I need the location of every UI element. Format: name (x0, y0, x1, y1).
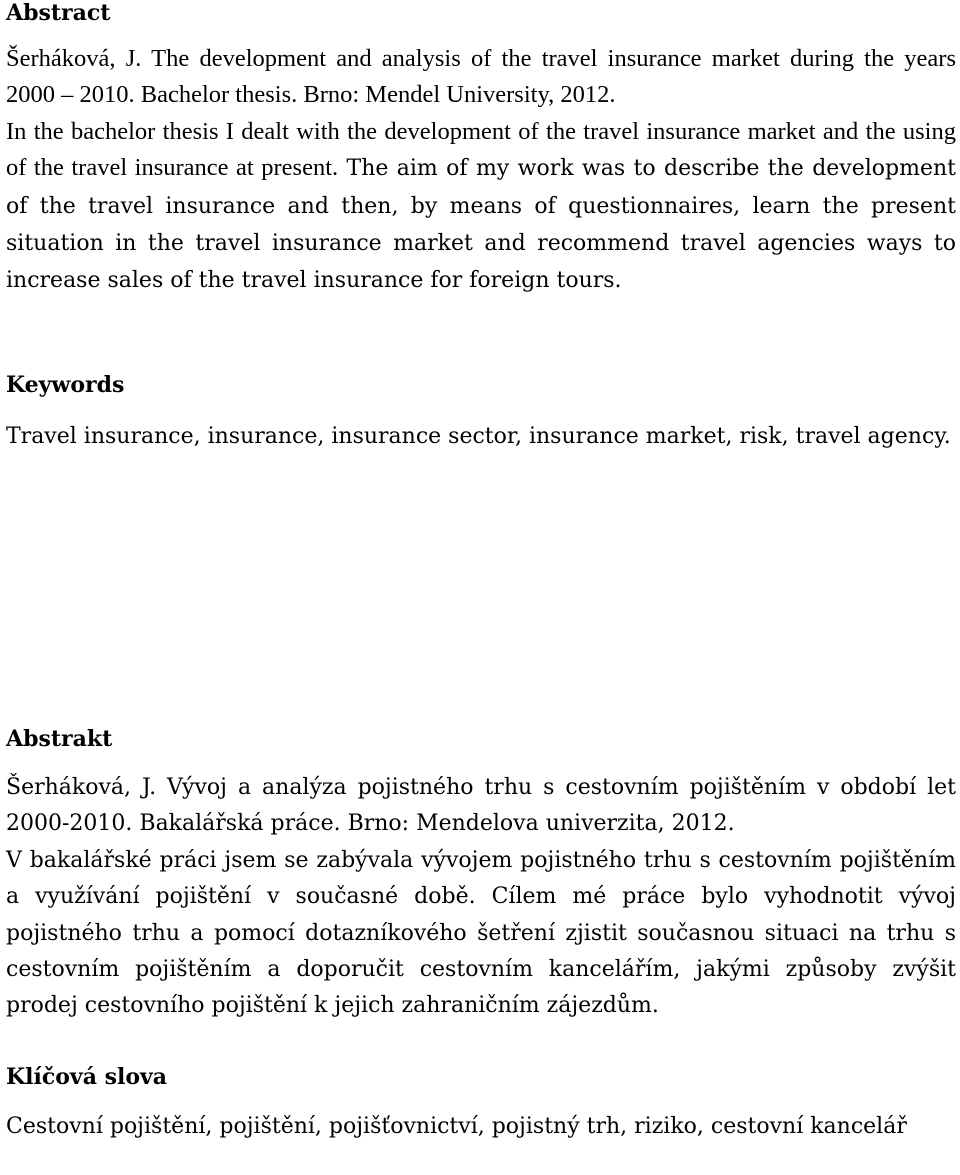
abstrakt-citation: Šerháková, J. Vývoj a analýza pojistného trhu s cestovním pojištěním v období let 2000-2010. Bakalářská práce. Brno: Mendelova univerzita, 2012. (6, 775, 956, 837)
abstract-body-part2: The aim of my work was to describe the development of the travel insurance and then, by means of questionnaires, learn the present situation in the travel insurance market and recommend travel agencies ways to increase sales of the travel insurance for foreign tours. (6, 156, 957, 294)
abstract-body-part1: In the bachelor thesis I dealt with the development of the travel insurance market and the using of the travel insurance at present. (6, 118, 956, 182)
keywords-text: Travel insurance, insurance, insurance sector, insurance market, risk, travel agency. (6, 424, 951, 449)
abstract-body (6, 114, 956, 299)
klicova-slova-text: Cestovní pojištění, pojištění, pojišťovnictví, pojistný trh, riziko, cestovní kancelář (6, 1114, 907, 1139)
klicova-slova-heading: Klíčová slova (6, 1064, 168, 1090)
abstrakt-heading: Abstrakt (6, 726, 113, 752)
abstrakt-body: V bakalářské práci jsem se zabývala vývojem pojistného trhu s cestovním pojištěním a využívání pojištění v současné době. Cílem mé práce bylo vyhodnotit vývoj pojistného trhu a pomocí dotazníkového šetření zjistit současnou situaci na trhu s cestovním pojištěním a doporučit cestovním kancelářím, jakými způsoby zvýšit prodej cestovního pojištění k jejich zahraničním zájezdům. (6, 848, 956, 1019)
abstract-citation: Šerháková, J. The development and analysis of the travel insurance market during the years 2000 – 2010. Bachelor thesis. Brno: Mendel University, 2012. (6, 45, 956, 109)
abstract-heading: Abstract (6, 0, 111, 26)
keywords-heading: Keywords (6, 372, 125, 398)
